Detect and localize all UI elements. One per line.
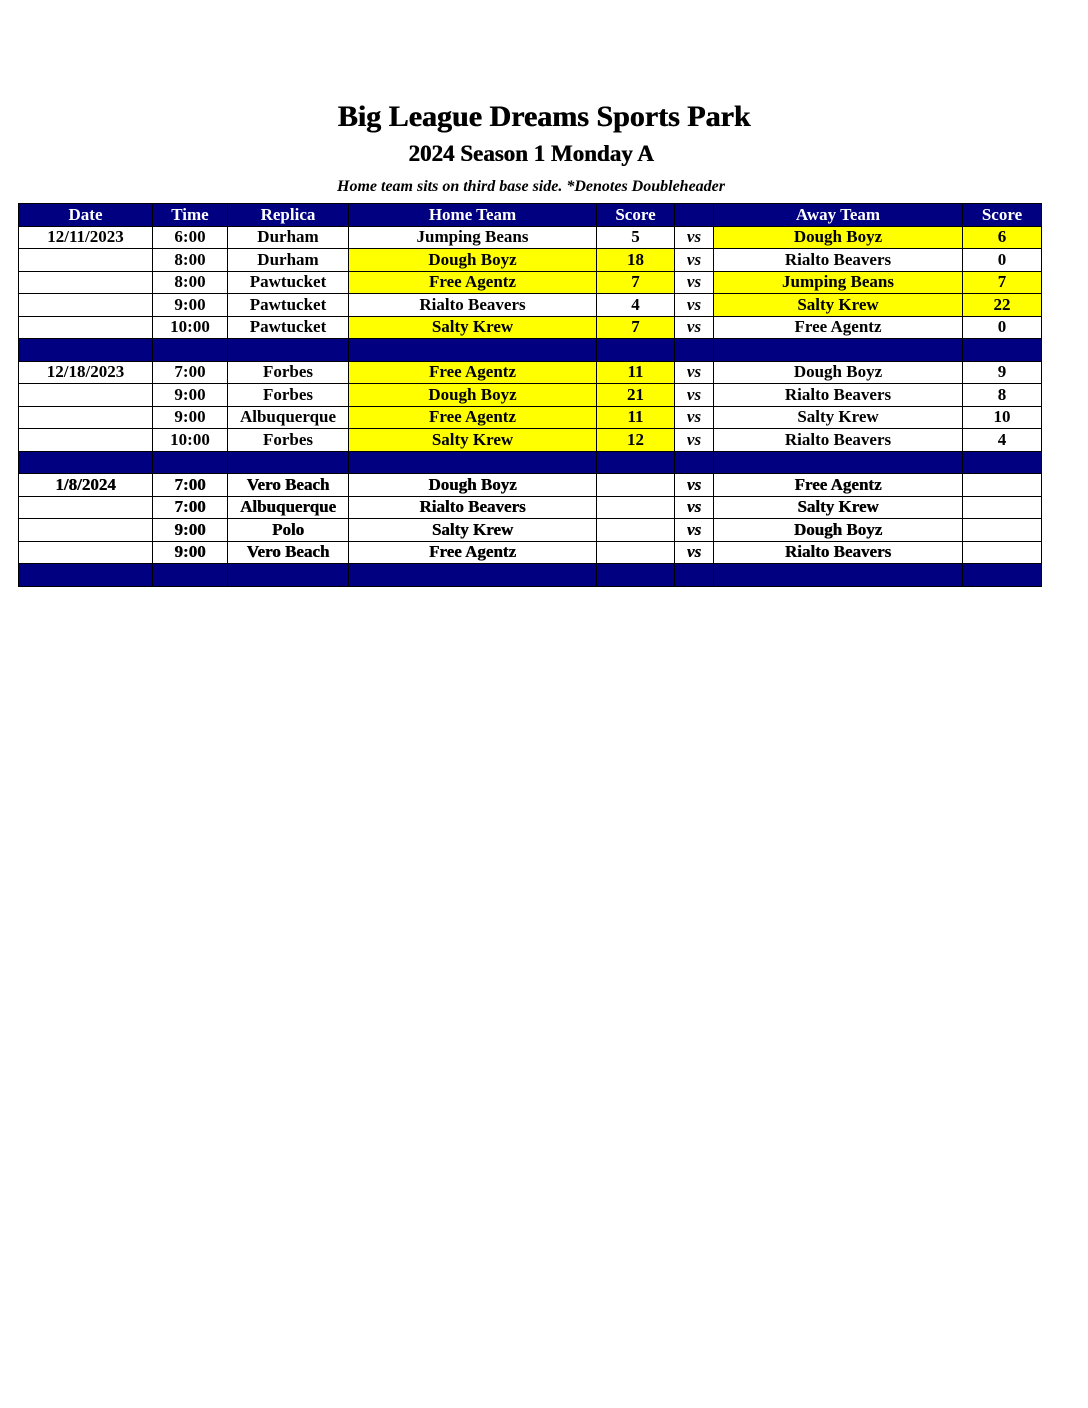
table-row bbox=[19, 541, 1042, 564]
away-score-cell bbox=[963, 474, 1042, 497]
time-cell: 10:00 bbox=[153, 429, 228, 452]
away-score-cell: 10 bbox=[963, 406, 1042, 429]
replica-cell: Durham bbox=[228, 226, 349, 249]
schedule-body bbox=[19, 226, 1042, 586]
away-team-cell: Rialto Beavers bbox=[714, 249, 963, 272]
home-score-cell: 11 bbox=[597, 361, 675, 384]
vs-cell: vs bbox=[675, 271, 714, 294]
separator-cell bbox=[714, 564, 963, 587]
date-cell: 12/11/2023 bbox=[19, 226, 153, 249]
separator-cell bbox=[597, 339, 675, 362]
vs-cell: vs bbox=[675, 384, 714, 407]
vs-cell: vs bbox=[675, 519, 714, 542]
home-team-cell: Jumping Beans bbox=[349, 226, 597, 249]
separator-cell bbox=[349, 564, 597, 587]
time-cell: 9:00 bbox=[153, 294, 228, 317]
home-team-cell: Dough Boyz bbox=[349, 384, 597, 407]
page-subtitle: 2024 Season 1 Monday A bbox=[408, 141, 654, 166]
separator-cell bbox=[153, 564, 228, 587]
time-cell: 9:00 bbox=[153, 384, 228, 407]
separator-cell bbox=[228, 339, 349, 362]
col-header-home-score: Score bbox=[597, 204, 675, 227]
separator-cell bbox=[228, 564, 349, 587]
home-team-cell: Salty Krew bbox=[349, 429, 597, 452]
date-cell bbox=[19, 406, 153, 429]
separator-cell bbox=[228, 451, 349, 474]
separator-cell bbox=[153, 451, 228, 474]
table-row bbox=[19, 429, 1042, 452]
separator-cell bbox=[963, 564, 1042, 587]
away-score-cell bbox=[963, 496, 1042, 519]
separator-cell bbox=[963, 339, 1042, 362]
table-row bbox=[19, 249, 1042, 272]
table-row bbox=[19, 406, 1042, 429]
table-row bbox=[19, 271, 1042, 294]
home-team-cell: Salty Krew bbox=[349, 316, 597, 339]
away-score-cell bbox=[963, 519, 1042, 542]
home-score-cell: 11 bbox=[597, 406, 675, 429]
week-separator-row bbox=[19, 564, 1042, 587]
date-cell bbox=[19, 316, 153, 339]
time-cell: 7:00 bbox=[153, 496, 228, 519]
home-score-cell bbox=[597, 474, 675, 497]
away-score-cell bbox=[963, 541, 1042, 564]
home-team-cell: Dough Boyz bbox=[349, 249, 597, 272]
vs-cell: vs bbox=[675, 361, 714, 384]
separator-cell bbox=[19, 564, 153, 587]
date-cell bbox=[19, 271, 153, 294]
replica-cell: Forbes bbox=[228, 429, 349, 452]
week-separator-row bbox=[19, 339, 1042, 362]
week-separator-row bbox=[19, 451, 1042, 474]
away-score-cell: 8 bbox=[963, 384, 1042, 407]
home-team-cell: Rialto Beavers bbox=[349, 496, 597, 519]
home-team-cell: Salty Krew bbox=[349, 519, 597, 542]
away-team-cell: Salty Krew bbox=[714, 406, 963, 429]
separator-cell bbox=[714, 451, 963, 474]
col-header-replica: Replica bbox=[228, 204, 349, 227]
home-score-cell: 7 bbox=[597, 316, 675, 339]
replica-cell: Albuquerque bbox=[228, 496, 349, 519]
vs-cell: vs bbox=[675, 429, 714, 452]
time-cell: 9:00 bbox=[153, 541, 228, 564]
away-team-cell: Free Agentz bbox=[714, 474, 963, 497]
away-score-cell: 22 bbox=[963, 294, 1042, 317]
time-cell: 9:00 bbox=[153, 519, 228, 542]
table-row bbox=[19, 361, 1042, 384]
home-score-cell bbox=[597, 519, 675, 542]
replica-cell: Polo bbox=[228, 519, 349, 542]
separator-cell bbox=[19, 339, 153, 362]
away-team-cell: Salty Krew bbox=[714, 294, 963, 317]
date-cell: 12/18/2023 bbox=[19, 361, 153, 384]
time-cell: 9:00 bbox=[153, 406, 228, 429]
away-score-cell: 0 bbox=[963, 316, 1042, 339]
col-header-home-team: Home Team bbox=[349, 204, 597, 227]
table-row bbox=[19, 519, 1042, 542]
col-header-time: Time bbox=[153, 204, 228, 227]
table-row bbox=[19, 496, 1042, 519]
date-cell bbox=[19, 249, 153, 272]
col-header-date: Date bbox=[19, 204, 153, 227]
vs-cell: vs bbox=[675, 496, 714, 519]
table-row bbox=[19, 226, 1042, 249]
table-row bbox=[19, 316, 1042, 339]
table-row bbox=[19, 294, 1042, 317]
col-header-vs bbox=[675, 204, 714, 227]
away-team-cell: Rialto Beavers bbox=[714, 429, 963, 452]
separator-cell bbox=[675, 451, 714, 474]
home-score-cell: 7 bbox=[597, 271, 675, 294]
table-row bbox=[19, 384, 1042, 407]
time-cell: 7:00 bbox=[153, 361, 228, 384]
home-score-cell bbox=[597, 496, 675, 519]
time-cell: 10:00 bbox=[153, 316, 228, 339]
away-team-cell: Dough Boyz bbox=[714, 361, 963, 384]
page-title: Big League Dreams Sports Park bbox=[337, 100, 751, 133]
separator-cell bbox=[153, 339, 228, 362]
table-row bbox=[19, 474, 1042, 497]
date-cell bbox=[19, 541, 153, 564]
home-team-cell: Free Agentz bbox=[349, 361, 597, 384]
home-team-cell: Dough Boyz bbox=[349, 474, 597, 497]
separator-cell bbox=[675, 339, 714, 362]
away-score-cell: 7 bbox=[963, 271, 1042, 294]
separator-cell bbox=[963, 451, 1042, 474]
replica-cell: Durham bbox=[228, 249, 349, 272]
date-cell bbox=[19, 294, 153, 317]
home-score-cell: 4 bbox=[597, 294, 675, 317]
vs-cell: vs bbox=[675, 226, 714, 249]
home-team-cell: Free Agentz bbox=[349, 541, 597, 564]
home-team-cell: Free Agentz bbox=[349, 271, 597, 294]
schedule-note: Home team sits on third base side. *Denotes Doubleheader bbox=[337, 178, 725, 195]
away-team-cell: Dough Boyz bbox=[714, 226, 963, 249]
replica-cell: Albuquerque bbox=[228, 406, 349, 429]
replica-cell: Forbes bbox=[228, 361, 349, 384]
away-team-cell: Free Agentz bbox=[714, 316, 963, 339]
replica-cell: Vero Beach bbox=[228, 474, 349, 497]
time-cell: 8:00 bbox=[153, 271, 228, 294]
date-cell: 1/8/2024 bbox=[19, 474, 153, 497]
away-team-cell: Rialto Beavers bbox=[714, 541, 963, 564]
separator-cell bbox=[597, 564, 675, 587]
away-team-cell: Salty Krew bbox=[714, 496, 963, 519]
away-score-cell: 0 bbox=[963, 249, 1042, 272]
separator-cell bbox=[19, 451, 153, 474]
date-cell bbox=[19, 429, 153, 452]
vs-cell: vs bbox=[675, 249, 714, 272]
vs-cell: vs bbox=[675, 294, 714, 317]
schedule-table bbox=[18, 203, 1042, 587]
away-score-cell: 6 bbox=[963, 226, 1042, 249]
table-header-row bbox=[19, 204, 1042, 227]
separator-cell bbox=[349, 339, 597, 362]
separator-cell bbox=[675, 564, 714, 587]
separator-cell bbox=[349, 451, 597, 474]
home-score-cell: 12 bbox=[597, 429, 675, 452]
separator-cell bbox=[597, 451, 675, 474]
vs-cell: vs bbox=[675, 316, 714, 339]
away-team-cell: Rialto Beavers bbox=[714, 384, 963, 407]
time-cell: 8:00 bbox=[153, 249, 228, 272]
away-team-cell: Dough Boyz bbox=[714, 519, 963, 542]
date-cell bbox=[19, 496, 153, 519]
separator-cell bbox=[714, 339, 963, 362]
date-cell bbox=[19, 519, 153, 542]
vs-cell: vs bbox=[675, 474, 714, 497]
home-team-cell: Free Agentz bbox=[349, 406, 597, 429]
home-score-cell bbox=[597, 541, 675, 564]
col-header-away-score: Score bbox=[963, 204, 1042, 227]
replica-cell: Vero Beach bbox=[228, 541, 349, 564]
replica-cell: Pawtucket bbox=[228, 316, 349, 339]
away-score-cell: 4 bbox=[963, 429, 1042, 452]
time-cell: 7:00 bbox=[153, 474, 228, 497]
vs-cell: vs bbox=[675, 406, 714, 429]
away-score-cell: 9 bbox=[963, 361, 1042, 384]
date-cell bbox=[19, 384, 153, 407]
time-cell: 6:00 bbox=[153, 226, 228, 249]
away-team-cell: Jumping Beans bbox=[714, 271, 963, 294]
replica-cell: Pawtucket bbox=[228, 294, 349, 317]
home-score-cell: 18 bbox=[597, 249, 675, 272]
home-score-cell: 21 bbox=[597, 384, 675, 407]
replica-cell: Forbes bbox=[228, 384, 349, 407]
col-header-away-team: Away Team bbox=[714, 204, 963, 227]
vs-cell: vs bbox=[675, 541, 714, 564]
home-score-cell: 5 bbox=[597, 226, 675, 249]
home-team-cell: Rialto Beavers bbox=[349, 294, 597, 317]
replica-cell: Pawtucket bbox=[228, 271, 349, 294]
